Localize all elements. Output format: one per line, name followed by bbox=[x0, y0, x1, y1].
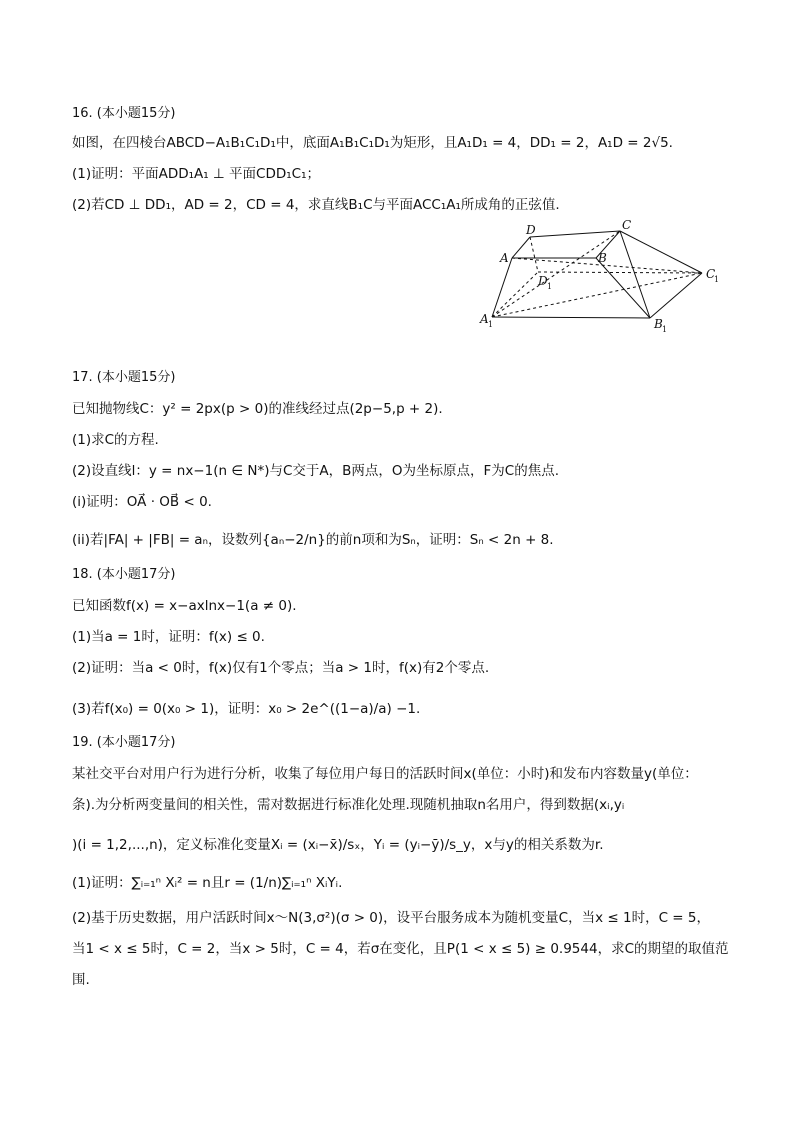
q17-part2: (2)设直线l：y = nx−1(n ∈ N*)与C交于A，B两点，O为坐标原点，F为C的焦点. bbox=[72, 463, 560, 479]
q18-heading: 18. (本小题17分) bbox=[72, 567, 176, 582]
q19-part1: (1)证明：∑ᵢ₌₁ⁿ Xᵢ² = n且r = (1/n)∑ᵢ₌₁ⁿ XᵢYᵢ. bbox=[72, 875, 343, 891]
frustum-figure bbox=[470, 215, 730, 340]
label-A1: A bbox=[480, 312, 489, 326]
label-B1: B bbox=[654, 317, 663, 331]
q17-part2i: (i)证明：OA⃗ · OB⃗ < 0. bbox=[72, 494, 212, 510]
q18-part3: (3)若f(x₀) = 0(x₀ > 1)，证明：x₀ > 2e^((1−a)/a) −1. bbox=[72, 701, 421, 717]
q19-stem-line3: )(i = 1,2,...,n)，定义标准化变量Xᵢ = (xᵢ−x̄)/sₓ，Yᵢ = (yᵢ−ȳ)/s_y，x与y的相关系数为r. bbox=[72, 837, 604, 853]
q17-stem: 已知抛物线C：y² = 2px(p > 0)的准线经过点(2p−5,p + 2). bbox=[72, 401, 443, 417]
label-A: A bbox=[500, 251, 509, 265]
label-C1-sub: 1 bbox=[714, 275, 720, 284]
q16-heading: 16. (本小题15分) bbox=[72, 106, 176, 121]
q19-part2-line2: 当1 < x ≤ 5时，C = 2，当x > 5时，C = 4，若σ在变化，且P(1 < x ≤ 5) ≥ 0.9544，求C的期望的取值范 bbox=[72, 941, 729, 957]
q16-stem: 如图，在四棱台ABCD−A₁B₁C₁D₁中，底面A₁B₁C₁D₁为矩形，且A₁D₁ = 4，DD₁ = 2，A₁D = 2√5. bbox=[72, 135, 673, 151]
q18-part1: (1)当a = 1时，证明：f(x) ≤ 0. bbox=[72, 629, 265, 645]
q16-part2: (2)若CD ⊥ DD₁，AD = 2，CD = 4，求直线B₁C与平面ACC₁A₁所成角的正弦值. bbox=[72, 197, 560, 213]
label-B1-sub: 1 bbox=[662, 325, 668, 334]
q18-stem: 已知函数f(x) = x−axlnx−1(a ≠ 0). bbox=[72, 598, 297, 614]
label-A1-sub: 1 bbox=[488, 320, 494, 329]
label-B: B bbox=[598, 251, 607, 265]
label-C1: C bbox=[706, 267, 716, 281]
q19-part2-line3: 围. bbox=[72, 972, 90, 988]
label-D: D bbox=[526, 223, 536, 237]
q19-stem-line1: 某社交平台对用户行为进行分析，收集了每位用户每日的活跃时间x(单位：小时)和发布内容数量y(单位： bbox=[72, 766, 698, 782]
label-D1-sub: 1 bbox=[547, 282, 553, 291]
q16-part1: (1)证明：平面ADD₁A₁ ⊥ 平面CDD₁C₁； bbox=[72, 166, 321, 182]
q19-heading: 19. (本小题17分) bbox=[72, 735, 176, 750]
q17-part1: (1)求C的方程. bbox=[72, 432, 159, 448]
q19-part2-line1: (2)基于历史数据，用户活跃时间x～N(3,σ²)(σ > 0)，设平台服务成本为随机变量C，当x ≤ 1时，C = 5， bbox=[72, 910, 710, 926]
label-D1: D bbox=[538, 274, 548, 288]
label-C: C bbox=[622, 218, 632, 232]
q17-part2ii: (ii)若|FA| + |FB| = aₙ，设数列{aₙ−2/n}的前n项和为Sₙ，证明：Sₙ < 2n + 8. bbox=[72, 532, 554, 548]
q18-part2: (2)证明：当a < 0时，f(x)仅有1个零点；当a > 1时，f(x)有2个零点. bbox=[72, 660, 490, 676]
q19-stem-line2: 条).为分析两变量间的相关性，需对数据进行标准化处理.现随机抽取n名用户，得到数据(xᵢ,yᵢ bbox=[72, 797, 625, 813]
q17-heading: 17. (本小题15分) bbox=[72, 370, 176, 385]
